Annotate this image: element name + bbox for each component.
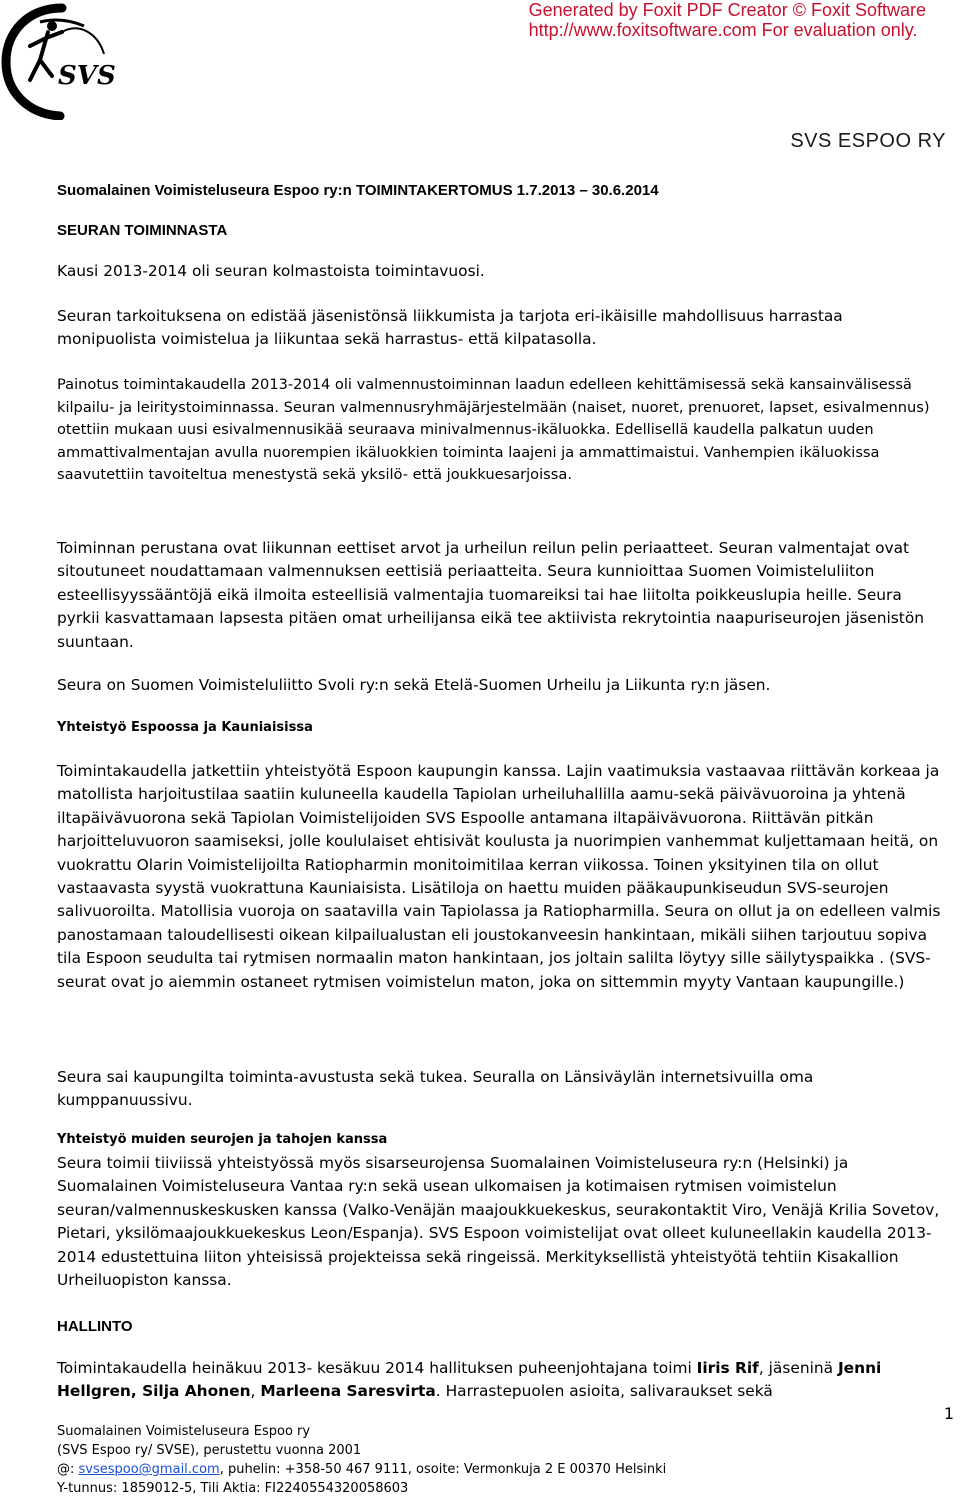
board-members-names: Jenni Hellgren, Silja Ahonen: [57, 1359, 882, 1401]
paragraph-jasenyys: Seura on Suomen Voimisteluliitto Svoli ry:n sekä Etelä-Suomen Urheilu ja Liikunta ry:n jäsen.: [57, 676, 771, 694]
footer-phone-address: , puhelin: +358-50 467 9111, osoite: Vermonkuja 2 E 00370 Helsinki: [219, 1462, 667, 1477]
foxit-banner-line1: Generated by Foxit PDF Creator © Foxit Software: [528, 0, 926, 20]
hallinto-text-a: Toimintakaudella heinäkuu 2013- kesäkuu 2014 hallituksen puheenjohtajana toimi: [57, 1359, 697, 1377]
logo-text: SVS: [58, 61, 116, 91]
board-member-name: Marleena Saresvirta: [260, 1382, 436, 1401]
section-heading-hallinto: HALLINTO: [57, 1318, 133, 1335]
foxit-banner-line2[interactable]: http://www.foxitsoftware.com For evaluation only.: [528, 20, 918, 40]
organization-name: SVS ESPOO RY: [790, 130, 946, 152]
paragraph-painotus-a: Painotus toimintakaudella 2013-2014 oli valmennustoiminnan laadun edelleen kehittämisessä sekä kansainvälisessä kilpailu- ja leiritystoiminnassa.: [57, 376, 912, 416]
hallinto-text-d: . Harrastepuolen asioita, salivaraukset sekä: [435, 1382, 773, 1401]
subheading-yhteistyo-espoo: Yhteistyö Espoossa ja Kauniaisissa: [57, 720, 313, 735]
board-chair-name: Iiris Rif: [696, 1359, 759, 1377]
page-number: 1: [943, 1404, 954, 1423]
section-heading-seuran-toiminnasta: SEURAN TOIMINNASTA: [57, 222, 228, 239]
footer-email-link[interactable]: svsespoo@gmail.com: [78, 1462, 220, 1477]
subheading-yhteistyo-muut: Yhteistyö muiden seurojen ja tahojen kanssa: [57, 1132, 388, 1147]
footer-contact: [57, 1460, 666, 1479]
footer-founded: (SVS Espoo ry/ SVSE), perustettu vuonna 2001: [57, 1443, 362, 1458]
paragraph-painotus: [57, 374, 947, 487]
paragraph-painotus-b: Seuran valmennusryhmäjärjestelmään (naiset, nuoret, prenuoret, lapset, esivalmennus) otettiin mukaan uusi esivalmennusikää seuraava minivalmennus-ikäluokka. Edellisellä kaudella palkatun uuden ammattivalmentajan avulla nuorempien ikäluokkien toiminta laajeni ja ammattimaistui. Vanhempien ikäluokissa saavutettiin tavoiteltua menestystä sekä yksilö- että joukkuesarjoissa.: [57, 398, 930, 483]
paragraph-yhteistyo-muut: Seura toimii tiiviissä yhteistyössä myös sisarseurojensa Suomalainen Voimisteluseura ry:n (Helsinki) ja Suomalainen Voimisteluseura Vantaa ry:n sekä usean ulkomaisen ja kotimaisen rytmisen voimistelun seuran/valmennuskeskusken kanssa (Valko-Venäjän maajoukkuekeskus, seurakontaktit Viro, Venäjä Krilia Sovetov, Pietari, yksilömaajoukkuekeskus Leon/Espanja). SVS Espoon voimistelijat ovat olleet kuluneellakin kaudella 2013-2014 edustettuina liiton yhteisissä projekteissa sekä ringeissä. Merkityksellistä yhteistyötä tehtiin Kisakallion Urheiluopiston kanssa.: [57, 1154, 940, 1290]
paragraph-avustus: Seura sai kaupungilta toiminta-avustusta sekä tukea. Seuralla on Länsiväylän internetsivuilla oma kumppanuussivu.: [57, 1068, 814, 1110]
paragraph-toiminnan-perusta: Toiminnan perustana ovat liikunnan eettiset arvot ja urheilun reilun pelin periaatteet. Seuran valmentajat ovat sitoutuneet noudattamaan valmennuksen eettisiä periaatteita. Seura kunnioittaa Suomen Voimisteluliiton esteellisyyssääntöjä eikä ilmoita esteellisiä valmentajia tuomareiksi tai hae liitolta poikkeuslupia heille. Seura pyrkii kasvattamaan lapsesta pitäen omat urheilijansa eikä tee aktiivista rekrytointia naapuriseurojen jäsenistön suuntaan.: [57, 539, 925, 651]
footer-org-name: Suomalainen Voimisteluseura Espoo ry: [57, 1424, 311, 1439]
footer-email-prefix: @:: [57, 1462, 79, 1477]
gymnast-logo-icon: [0, 2, 118, 120]
paragraph-hallinto: [57, 1357, 947, 1404]
paragraph-tarkoitus: Seuran tarkoituksena on edistää jäsenistönsä liikkumista ja tarjota eri-ikäisille mahdollisuus harrastaa monipuolista voimistelua ja liikuntaa sekä harrastus- että kilpatasolla.: [57, 307, 843, 349]
report-title: Suomalainen Voimisteluseura Espoo ry:n TOIMINTAKERTOMUS 1.7.2013 – 30.6.2014: [57, 182, 659, 199]
paragraph-yhteistyo-espoo: Toimintakaudella jatkettiin yhteistyötä Espoon kaupungin kanssa. Lajin vaatimuksia vastaavaa riittävän korkeaa ja matollista harjoitustilaa saatiin kuluneella kaudella Tapiolan urheiluhallilla aamu-sekä päivävuoroina ja yhtenä iltapäivävuorona sekä Tapiolan Voimistelijoiden SVS Espoolle antamana iltapäivävuorona. Riittävän pitkän harjoitteluvuoron saamiseksi, jolle koululaiset ehtisivät koulusta ja nuorimpien vanhemmat kuljettamaan heitä, on vuokrattu Olarin Voimistelijoilta Ratiopharmin monitoimitilaa kerran viikossa. Toinen yksityinen tila on ollut vastaavasta syystä vuokrattuna Kauniaisista. Lisätiloja on haettu muiden pääkaupunkiseudun SVS-seurojen salivuoroilta. Matollisia vuoroja on saatavilla vain Tapiolassa ja Ratiopharmilla. Seura on ollut ja on edelleen valmis panostamaan taloudellisesti oikean kilpailualustan eli joustokanveesin hankintaan, mikäli siihen tarjoutuu sopiva tila Espoon seudulta tai rytmisen normaalin maton hankintaan, jos joltain salilta löytyy sille säilytyspaikka . (SVS-seurat ovat jo aiemmin ostaneet rytmisen voimistelun maton, joka on sittemmin myyty Vantaan kaupungille.): [57, 762, 941, 991]
hallinto-text-b: , jäseninä: [758, 1359, 838, 1377]
footer-business-id: Y-tunnus: 1859012-5, Tili Aktia: FI2240554320058603: [57, 1481, 409, 1496]
paragraph-kausi: Kausi 2013-2014 oli seuran kolmastoista toimintavuosi.: [57, 262, 485, 280]
foxit-banner: [529, 0, 926, 40]
hallinto-text-c: ,: [250, 1382, 261, 1401]
footer: [57, 1422, 666, 1498]
